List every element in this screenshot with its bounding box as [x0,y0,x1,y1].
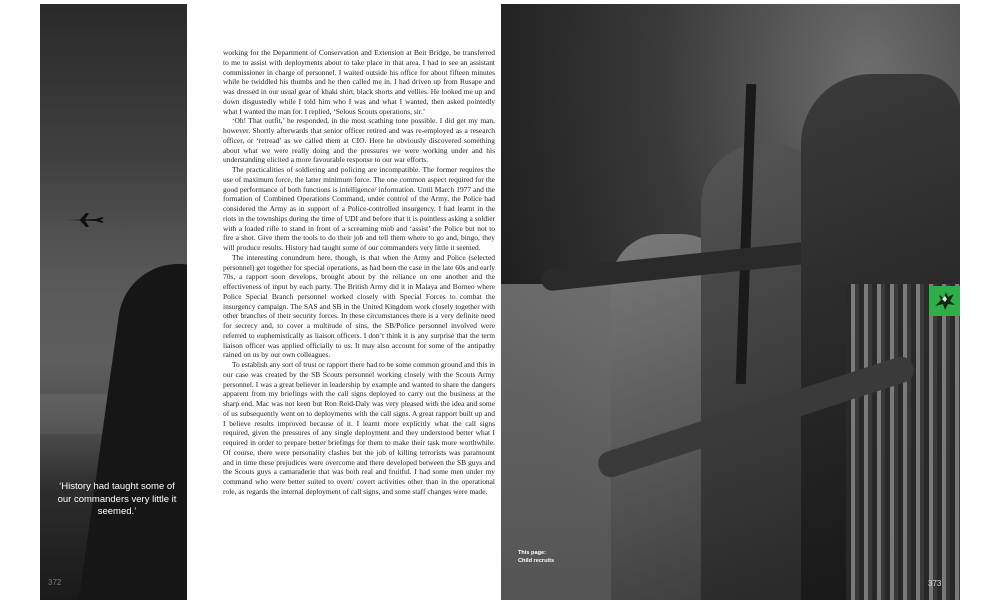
paragraph: ‘Oh! That outfit,’ he responded, in the most scathing tone possible. I did get my man, however. Shortly afterwards that senior officer retired and was re-employed as a research officer, or ‘retread’ as we called them at CIO. Here he obviously discovered something about what we were really doing and the pressures we were working under and his understanding elicited a more favourable response to our war efforts. [223,116,495,165]
page-number-left: 372 [48,578,62,587]
paragraph: The practicalities of soldiering and policing are incompatible. The former requires the use of maximum force, the latter minimum force. The one common aspect required for the good performance of both functions is intelligence/ information. Until March 1977 and the formation of Combined Operations Command, under control of the Army, the Police had considered the Army as in support of a Police-controlled insurgency. I had learnt in the riots in the townships during the time of UDI and before that it is pointless asking a soldier with a loaded rifle to stand in front of a screaming mob and ‘assist’ the Police but not to fire a shot. Give them the tools to do their job and tell them where to go and, bingo, they will produce results. History had taught some of our commanders very little it seemed. [223,165,495,252]
right-photo-child-recruits [501,4,960,600]
book-spread [40,4,960,600]
pull-quote: ‘History had taught some of our commanders very little it seemed.’ [57,481,177,517]
aircraft-silhouette-icon [66,212,106,228]
page-number-right: 373 [928,579,942,588]
photo-caption [518,550,554,565]
paragraph: The interesting conundrum here, though, is that when the Army and Police (selected personnel) get together for special operations, as had been the case in the late 60s and early 70s, a rapport soon develops, brought about by the reliance on one another and the effectiveness of input by each party. The British Army did it in Malaya and Borneo where Police Special Branch personnel worked closely with Special Forces to combat the insurgency campaign. The SAS and SB in the United Kingdom work closely together with other branches of their security forces. In these circumstances there is a very definite need for secrecy and, to cover a multitude of sins, the SB/Police personnel involved were referred to euphemistically as liaison officers. I don’t think it is any surprise that the term liaison officer was applied officially to us. It may also account for some of the antipathy rained on us by our own colleagues. [223,252,495,360]
eagle-emblem-icon [929,286,960,316]
caption-text: Child recruits [518,557,555,564]
caption-label: This page: [518,550,546,556]
paragraph: working for the Department of Conservation and Extension at Beit Bridge, be transferred to me to assist with deployments about to take place in that area. I had to see an assistant commissioner in charge of personnel. I waited outside his office for about fifteen minutes while he twiddled his thumbs and he then called me in. I had driven up from Rusape and was dressed in our usual gear of khaki shirt, black shorts and vellies. He looked me up and down disgustedly while I told him who I was and what I wanted, then asked pointedly what I wanted the man for. I replied, ‘Selous Scouts operations, sir.’ [223,48,495,116]
article-body [223,48,495,568]
left-photo-aircraft-wing [40,4,187,600]
photo-striped-cloth [846,284,960,600]
paragraph: To establish any sort of trust or rapport there had to be some common ground and this in our case was created by the SB Scouts personnel working closely with the Scouts Army personnel. I was a great believer in leadership by example and wanted to share the dangers apparent from my briefings with the call signs deployed to carry out the business at the sharp end. Mac was not keen but Ron Reid-Daly was very pleased with the idea and some of us subsequently went on to deployments with the call signs. A great rapport built up and I believe results improved because of it. I learnt more explicitly what the call signs required, given the pressures of any single deployment and they understood better what I required in order to prepare better briefings for them to make their task more worthwhile. Of course, there were personality clashes but the job of killing terrorists was paramount and in time these prejudices were overcome and there developed between the SB guys and the Scouts guys a camaraderie that was both real and fruitful. I had some men under my command who were better suited to overt/ covert activities other than in the operational role, as regards the internal deployment of call signs, and some staff changes were made. [223,360,495,496]
